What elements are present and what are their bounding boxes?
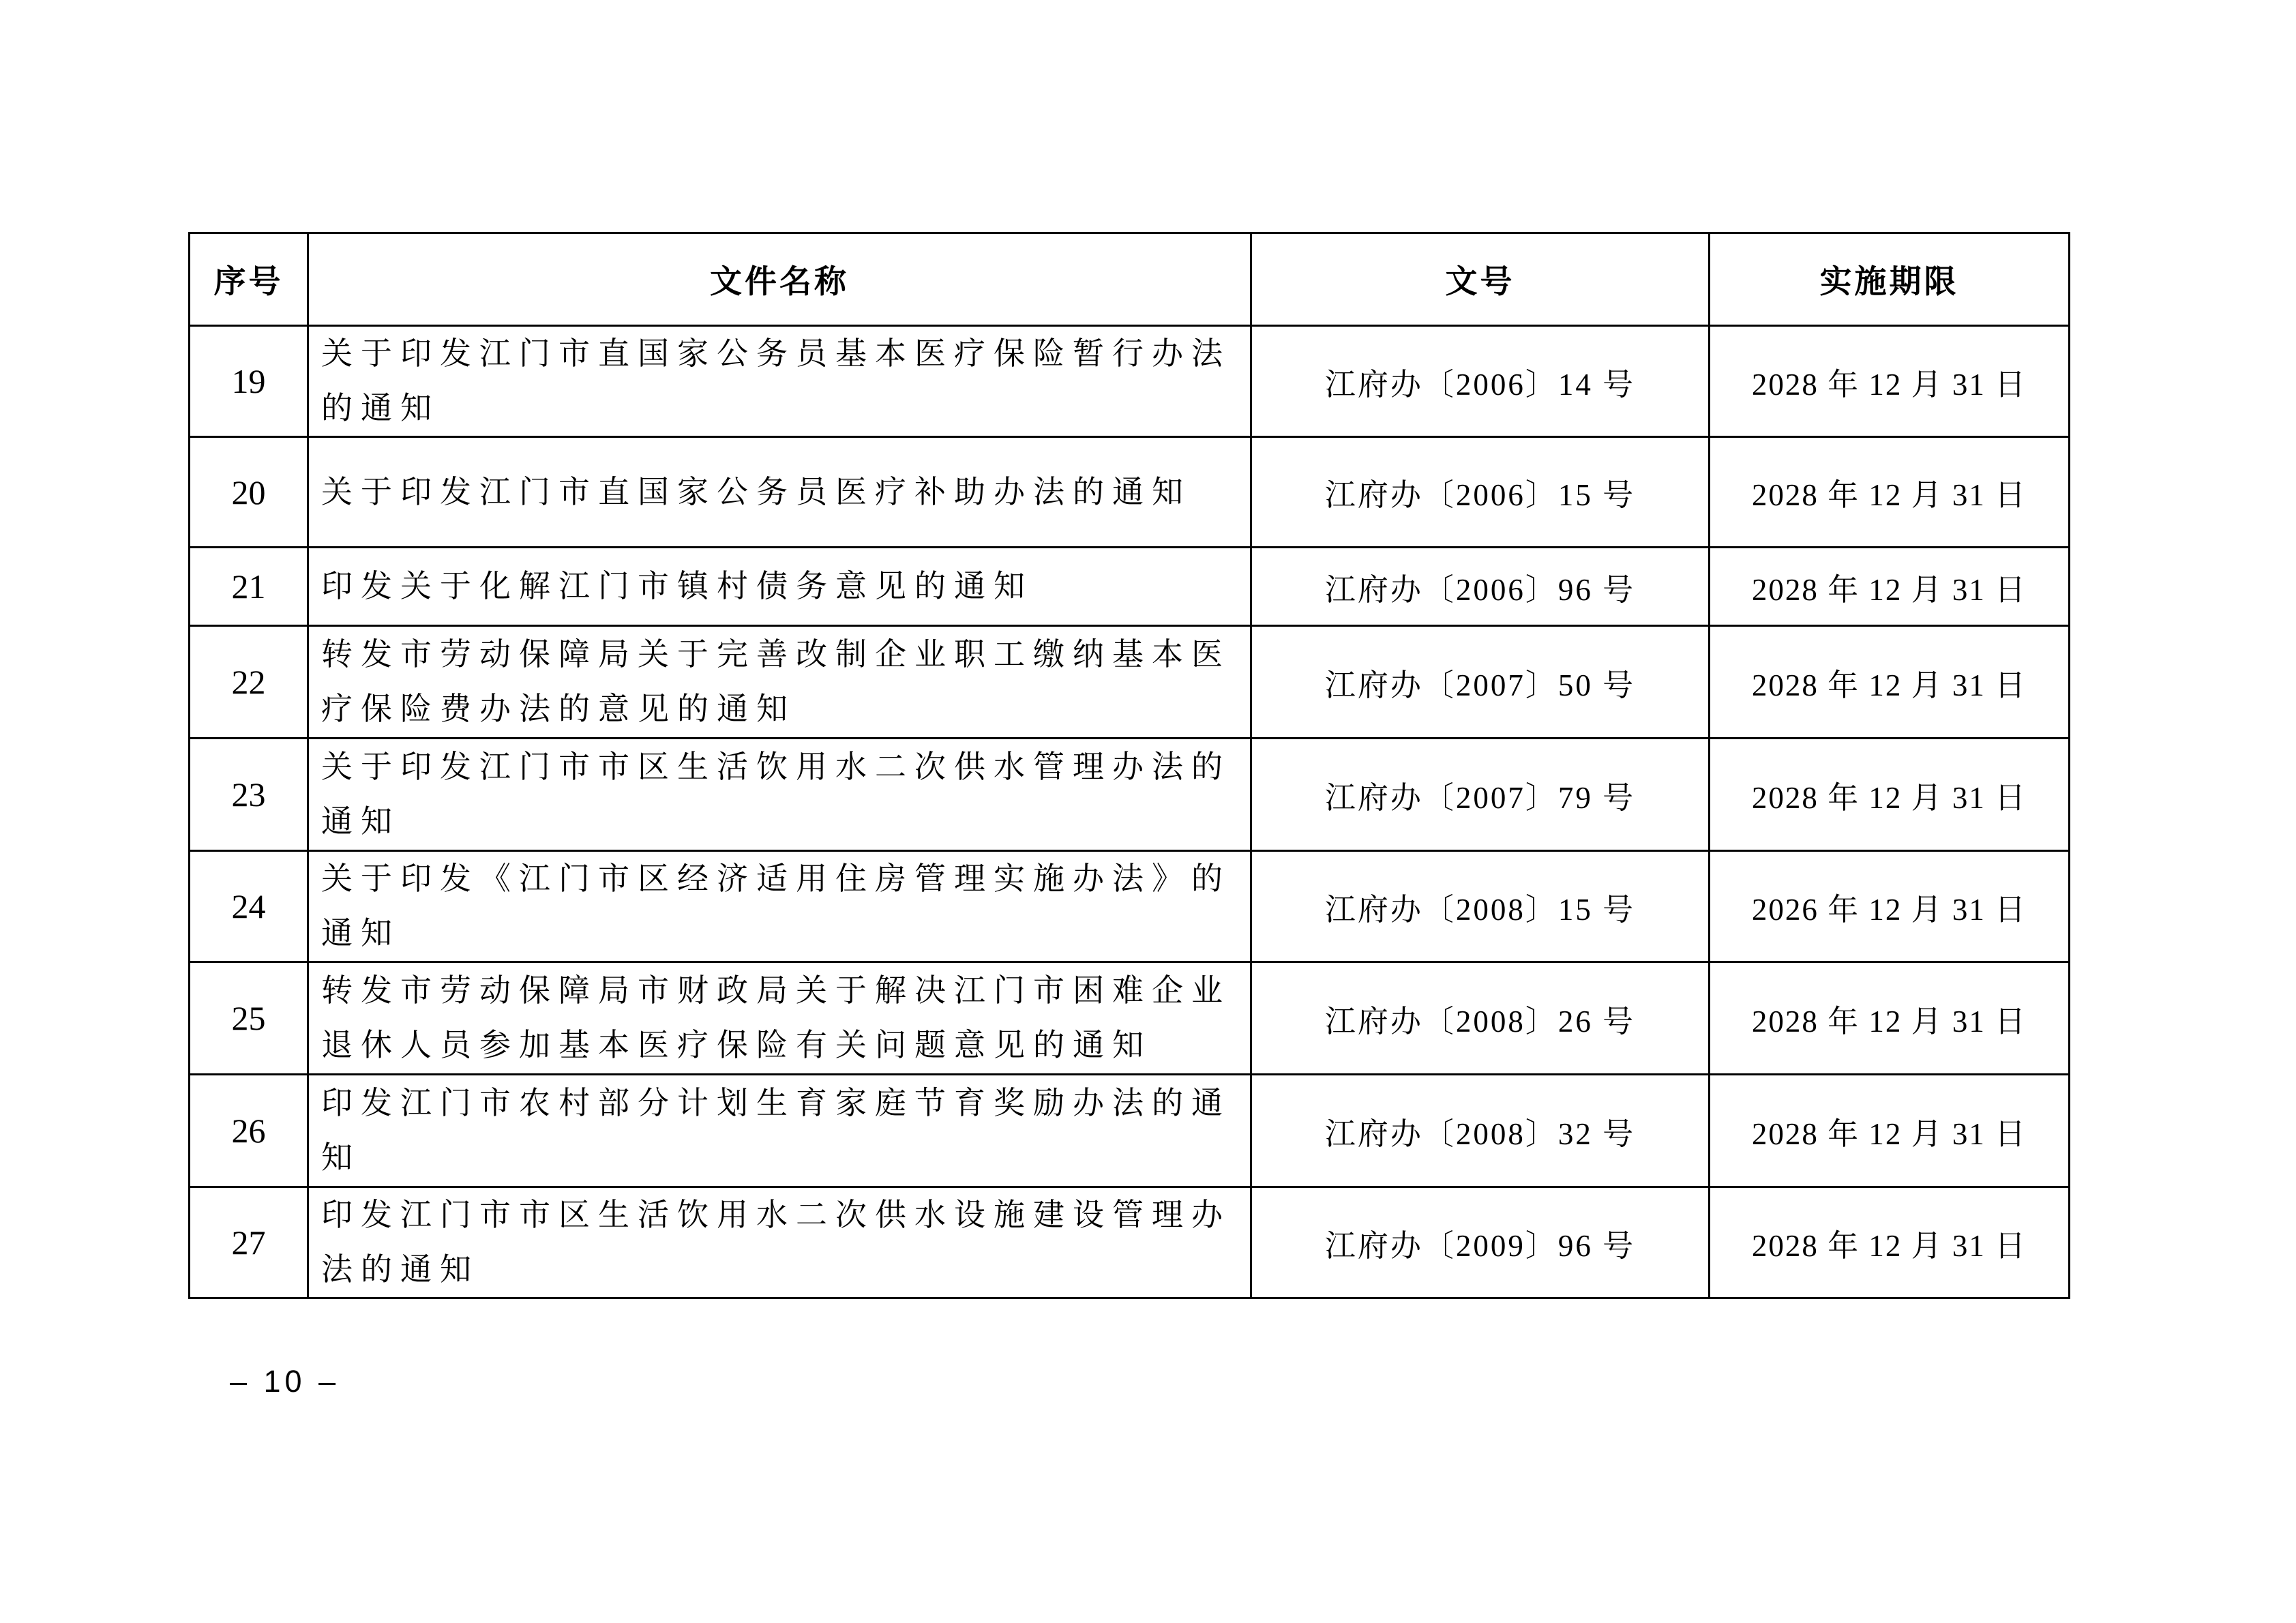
cell-file-name: 关于印发江门市市区生活饮用水二次供水管理办法的通知 — [308, 739, 1251, 851]
cell-serial-number: 19 — [190, 326, 308, 437]
header-implementation-deadline: 实施期限 — [1710, 233, 2070, 326]
cell-serial-number: 22 — [190, 626, 308, 739]
table-row — [190, 548, 2070, 626]
cell-deadline: 2028 年 12 月 31 日 — [1710, 1187, 2070, 1298]
cell-file-name: 关于印发江门市直国家公务员基本医疗保险暂行办法的通知 — [308, 326, 1251, 437]
cell-file-name: 关于印发《江门市区经济适用住房管理实施办法》的通知 — [308, 851, 1251, 962]
cell-deadline: 2028 年 12 月 31 日 — [1710, 962, 2070, 1075]
cell-doc-number: 江府办〔2007〕50 号 — [1251, 626, 1710, 739]
cell-deadline: 2028 年 12 月 31 日 — [1710, 739, 2070, 851]
table-row — [190, 1187, 2070, 1298]
cell-deadline: 2028 年 12 月 31 日 — [1710, 548, 2070, 626]
cell-file-name: 转发市劳动保障局关于完善改制企业职工缴纳基本医疗保险费办法的意见的通知 — [308, 626, 1251, 739]
cell-serial-number: 20 — [190, 437, 308, 548]
table-row — [190, 437, 2070, 548]
cell-deadline: 2026 年 12 月 31 日 — [1710, 851, 2070, 962]
cell-doc-number: 江府办〔2007〕79 号 — [1251, 739, 1710, 851]
cell-deadline: 2028 年 12 月 31 日 — [1710, 626, 2070, 739]
table-row — [190, 326, 2070, 437]
table-row — [190, 739, 2070, 851]
cell-doc-number: 江府办〔2008〕26 号 — [1251, 962, 1710, 1075]
cell-doc-number: 江府办〔2009〕96 号 — [1251, 1187, 1710, 1298]
cell-doc-number: 江府办〔2008〕32 号 — [1251, 1075, 1710, 1187]
cell-doc-number: 江府办〔2008〕15 号 — [1251, 851, 1710, 962]
cell-file-name: 印发江门市市区生活饮用水二次供水设施建设管理办法的通知 — [308, 1187, 1251, 1298]
header-doc-number: 文号 — [1251, 233, 1710, 326]
cell-serial-number: 21 — [190, 548, 308, 626]
cell-serial-number: 24 — [190, 851, 308, 962]
header-serial-number: 序号 — [190, 233, 308, 326]
header-file-name: 文件名称 — [308, 233, 1251, 326]
cell-file-name: 印发江门市农村部分计划生育家庭节育奖励办法的通知 — [308, 1075, 1251, 1187]
cell-file-name: 转发市劳动保障局市财政局关于解决江门市困难企业退休人员参加基本医疗保险有关问题意见的通知 — [308, 962, 1251, 1075]
cell-serial-number: 23 — [190, 739, 308, 851]
table-header-row — [190, 233, 2070, 326]
cell-doc-number: 江府办〔2006〕96 号 — [1251, 548, 1710, 626]
cell-file-name: 关于印发江门市直国家公务员医疗补助办法的通知 — [308, 437, 1251, 548]
table-row — [190, 626, 2070, 739]
cell-serial-number: 27 — [190, 1187, 308, 1298]
table-row — [190, 962, 2070, 1075]
cell-deadline: 2028 年 12 月 31 日 — [1710, 326, 2070, 437]
cell-deadline: 2028 年 12 月 31 日 — [1710, 437, 2070, 548]
cell-serial-number: 26 — [190, 1075, 308, 1187]
cell-deadline: 2028 年 12 月 31 日 — [1710, 1075, 2070, 1187]
page-number: – 10 – — [230, 1364, 340, 1399]
cell-doc-number: 江府办〔2006〕15 号 — [1251, 437, 1710, 548]
cell-doc-number: 江府办〔2006〕14 号 — [1251, 326, 1710, 437]
table-row — [190, 851, 2070, 962]
documents-table — [188, 232, 2070, 1299]
cell-serial-number: 25 — [190, 962, 308, 1075]
table-row — [190, 1075, 2070, 1187]
cell-file-name: 印发关于化解江门市镇村债务意见的通知 — [308, 548, 1251, 626]
